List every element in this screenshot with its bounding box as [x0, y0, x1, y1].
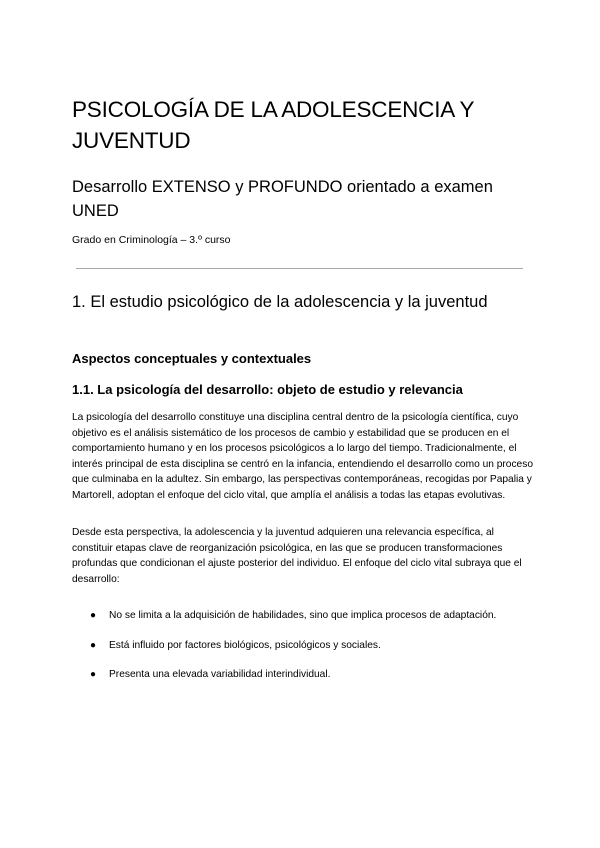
bullet-list: [72, 608, 532, 697]
horizontal-divider: [76, 268, 523, 269]
document-title: PSICOLOGÍA DE LA ADOLESCENCIA Y JUVENTUD: [72, 97, 474, 153]
list-item-text: Presenta una elevada variabilidad interindividual.: [109, 669, 331, 681]
list-item-text: No se limita a la adquisición de habilidades, sino que implica procesos de adaptación.: [109, 610, 497, 621]
list-item-text: Está influido por factores biológicos, psicológicos y sociales.: [109, 639, 381, 651]
subsubsection-heading: 1.1. La psicología del desarrollo: objeto de estudio y relevancia: [72, 382, 463, 397]
body-paragraph: Desde esta perspectiva, la adolescencia y la juventud adquieren una relevancia específica, al constituir etapas clave de reorganización psicológica, en las que se producen transformaciones profundas que condicionan el ajuste posterior del individuo. El enfoque del ciclo vital subraya que el desarrollo:: [72, 527, 522, 585]
course-label: Grado en Criminología – 3.º curso: [72, 234, 231, 246]
section-heading: 1. El estudio psicológico de la adolescencia y la juventud: [72, 293, 488, 311]
list-item: [72, 638, 532, 654]
bullet-icon: ●: [90, 669, 97, 681]
list-item: [72, 667, 532, 683]
list-item: [72, 608, 532, 624]
bullet-icon: ●: [90, 610, 97, 621]
subsection-heading: Aspectos conceptuales y contextuales: [72, 351, 312, 366]
body-paragraph: La psicología del desarrollo constituye una disciplina central dentro de la psicología científica, cuyo objetivo es el análisis sistemático de los procesos de cambio y estabilidad que se producen en el comportamiento humano y en los procesos psicológicos a lo largo del tiempo. Tradicionalmente, el interés principal de esta disciplina se centró en la infancia, entendiendo el desarrollo como un proceso que culminaba en la adultez. Sin embargo, las perspectivas contemporáneas, recogidas por Papalia y Martorell, adoptan el enfoque del ciclo vital, que amplía el análisis a todas las etapas evolutivas.: [72, 412, 533, 501]
bullet-icon: ●: [90, 639, 97, 651]
document-subtitle: Desarrollo EXTENSO y PROFUNDO orientado a examen UNED: [72, 178, 493, 220]
